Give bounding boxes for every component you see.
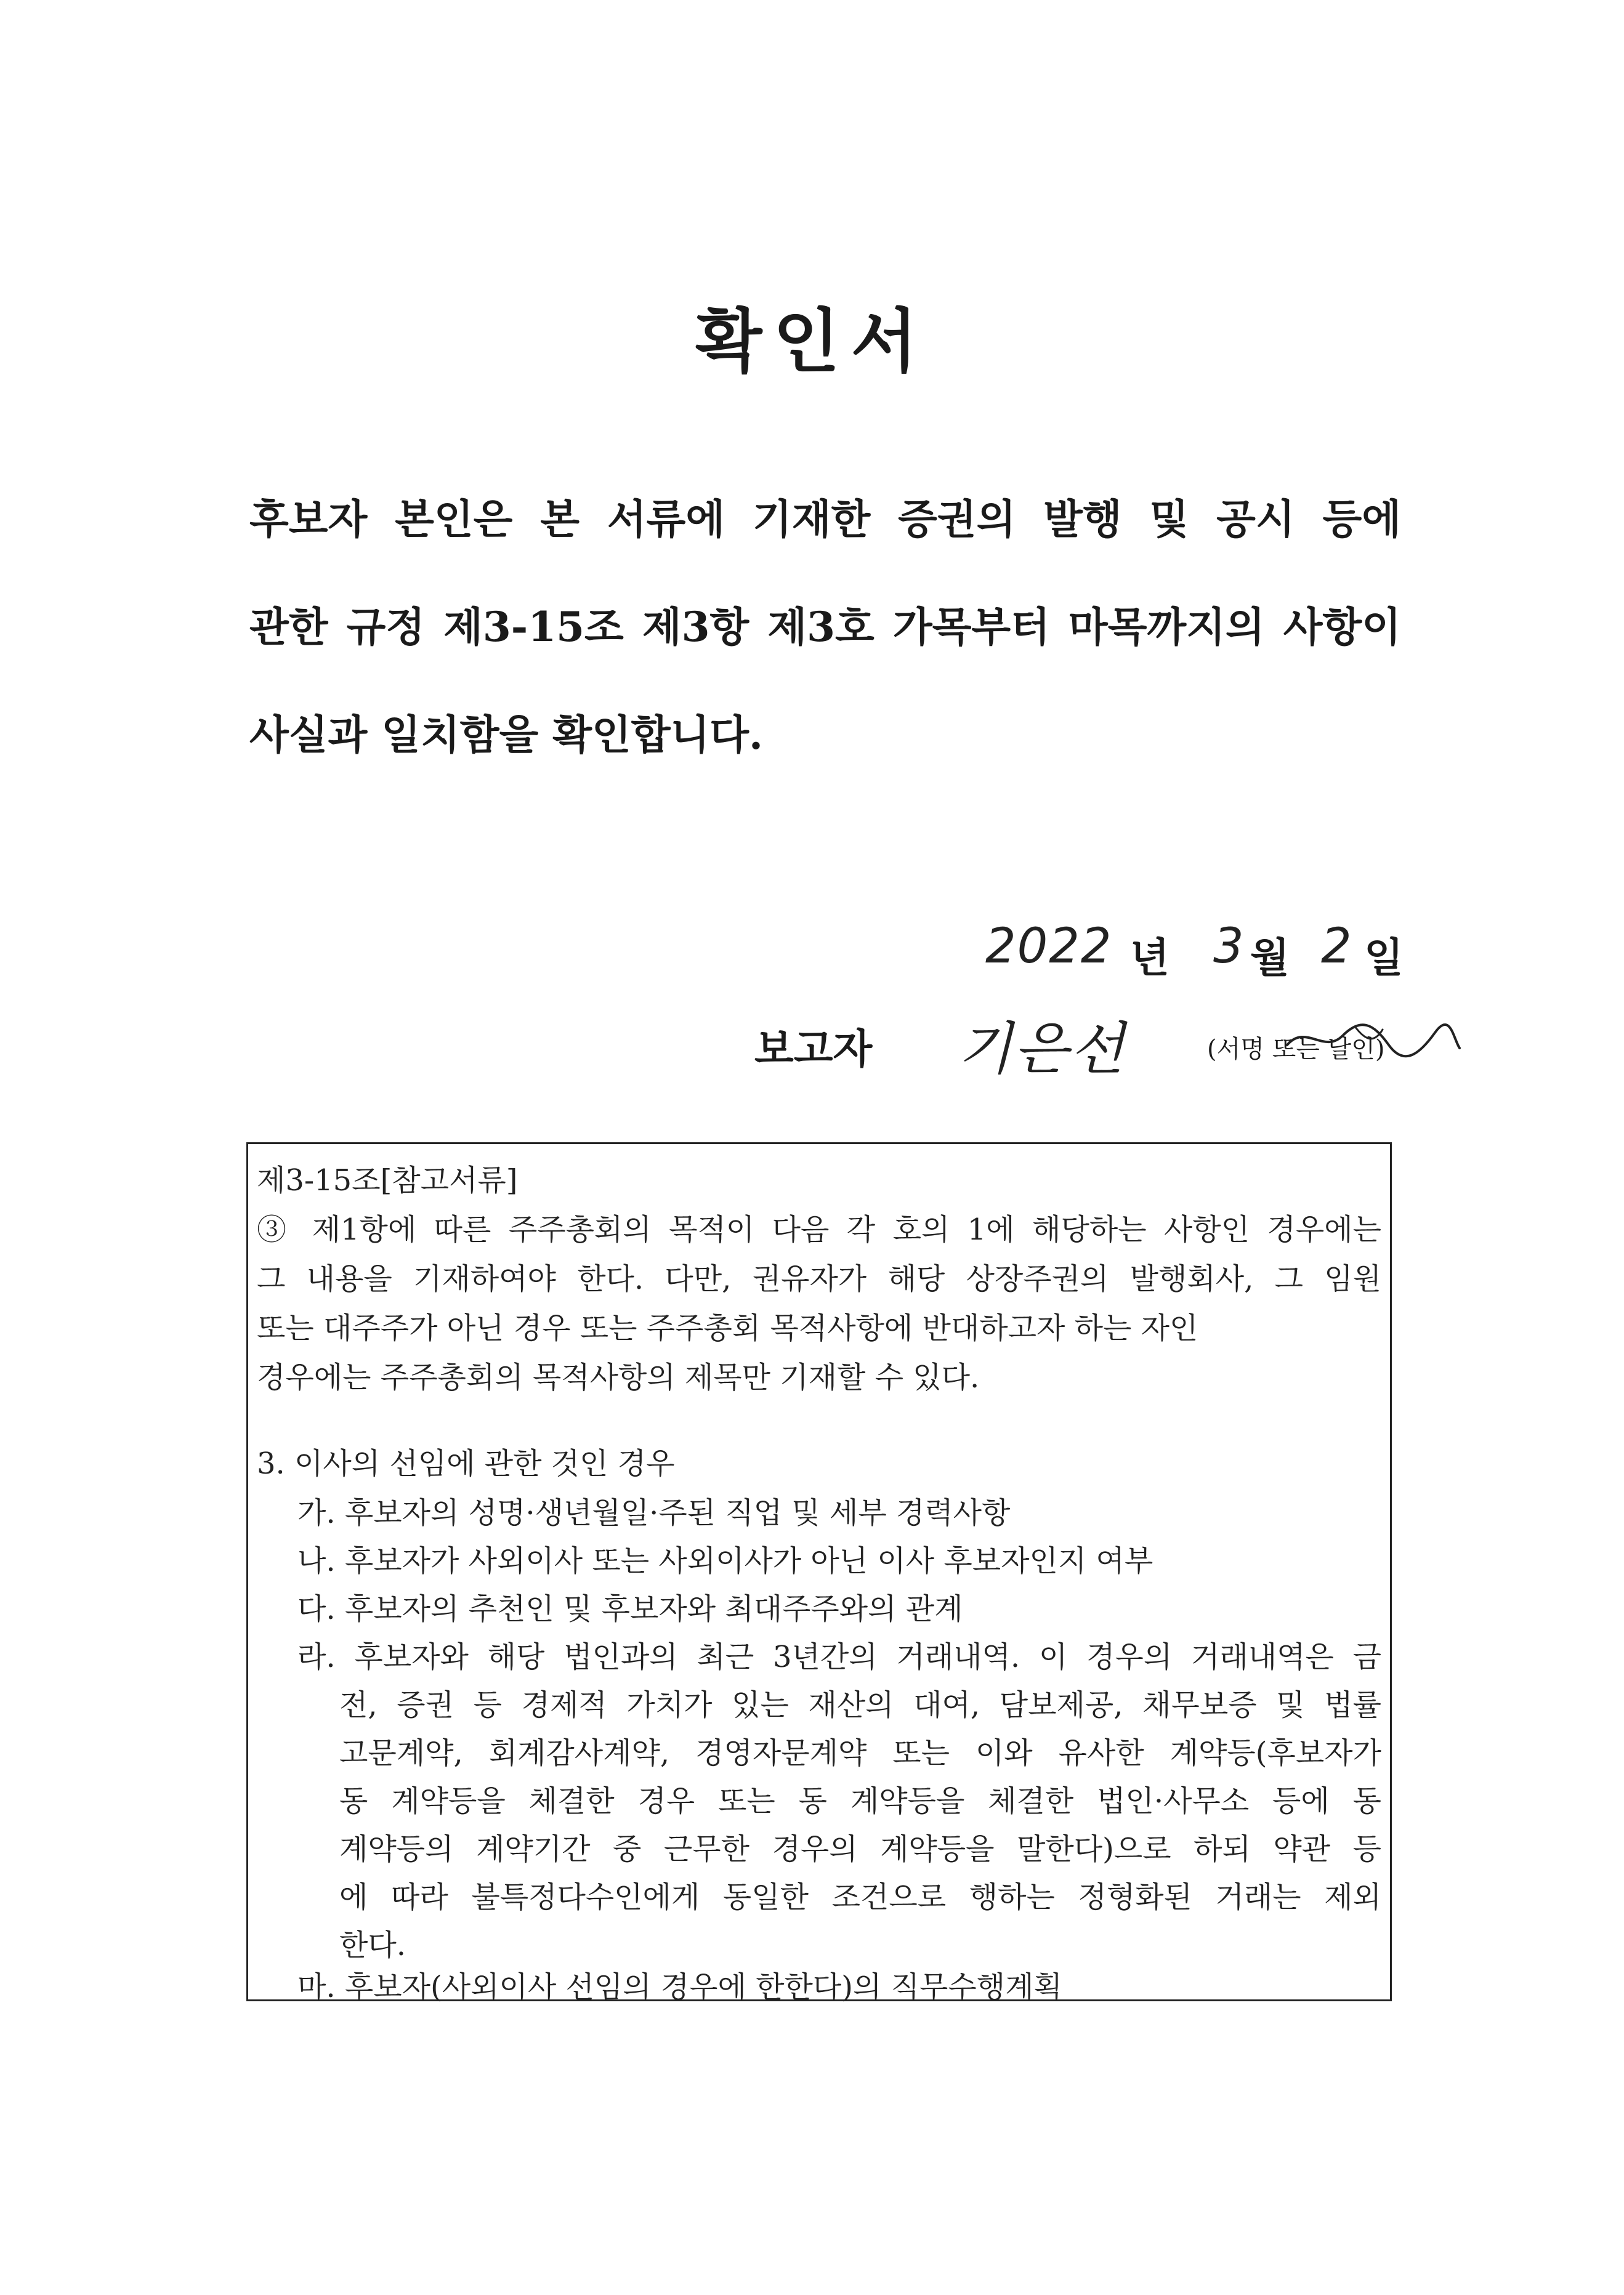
statement-line-1: 후보자 본인은 본 서류에 기재한 증권의 발행 및 공시 등에 bbox=[249, 495, 1401, 543]
reference-paragraph-line: ③ 제1항에 따른 주주총회의 목적이 다음 각 호의 1에 해당하는 사항인 경우에는 bbox=[257, 1212, 1381, 1247]
reference-item: 마. 후보자(사외이사 선임의 경우에 한한다)의 직무수행계획 bbox=[297, 1970, 1062, 2004]
date-month-unit: 월 bbox=[1250, 934, 1290, 982]
reference-item: 라. 후보자와 해당 법인과의 최근 3년간의 거래내역. 이 경우의 거래내역은 금 bbox=[297, 1640, 1381, 1674]
reference-paragraph-line: 경우에는 주주총회의 목적사항의 제목만 기재할 수 있다. bbox=[257, 1360, 980, 1395]
document-title: 확인서 bbox=[695, 301, 929, 382]
reference-item-continuation: 에 따라 불특정다수인에게 동일한 조건으로 행하는 정형화된 거래는 제외 bbox=[339, 1880, 1381, 1914]
reference-item: 가. 후보자의 성명·생년월일·주된 직업 및 세부 경력사항 bbox=[297, 1496, 1011, 1530]
reference-item-heading: 3. 이사의 선임에 관한 것인 경우 bbox=[257, 1446, 675, 1481]
handwritten-signature bbox=[1281, 1011, 1466, 1067]
date-year: 2022 bbox=[985, 919, 1113, 974]
statement-line-3: 사실과 일치함을 확인합니다. bbox=[249, 711, 764, 759]
reference-box bbox=[246, 1142, 1392, 2004]
reporter-name-signature: 기은선 bbox=[958, 1016, 1126, 1082]
reporter-label: 보고자 bbox=[754, 1025, 873, 1073]
date-line bbox=[961, 911, 1416, 985]
signature-note: (서명 또는 날인) bbox=[1207, 1035, 1385, 1063]
reference-item: 나. 후보자가 사외이사 또는 사외이사가 아닌 이사 후보자인지 여부 bbox=[297, 1544, 1153, 1578]
reference-item: 다. 후보자의 추천인 및 후보자와 최대주주와의 관계 bbox=[297, 1592, 963, 1626]
reference-item-continuation: 전, 증권 등 경제적 가치가 있는 재산의 대여, 담보제공, 채무보증 및 법률 bbox=[339, 1688, 1381, 1722]
reference-paragraph-line: 또는 대주주가 아닌 경우 또는 주주총회 목적사항에 반대하고자 하는 자인 bbox=[257, 1311, 1198, 1345]
date-year-unit: 년 bbox=[1130, 934, 1170, 982]
reference-item-continuation: 한다. bbox=[339, 1928, 406, 1962]
reference-item-continuation: 동 계약등을 체결한 경우 또는 동 계약등을 체결한 법인·사무소 등에 동 bbox=[339, 1784, 1381, 1818]
statement-line-2: 관한 규정 제3-15조 제3항 제3호 가목부터 마목까지의 사항이 bbox=[249, 603, 1401, 651]
reference-paragraph-line: 그 내용을 기재하여야 한다. 다만, 권유자가 해당 상장주권의 발행회사, 그 임원 bbox=[257, 1262, 1381, 1296]
date-month: 3 bbox=[1213, 919, 1245, 974]
date-day: 2 bbox=[1321, 919, 1353, 974]
date-day-unit: 일 bbox=[1364, 934, 1404, 982]
reference-item-continuation: 계약등의 계약기간 중 근무한 경우의 계약등을 말한다)으로 하되 약관 등 bbox=[339, 1832, 1381, 1866]
reference-item-continuation: 고문계약, 회계감사계약, 경영자문계약 또는 이와 유사한 계약등(후보자가 bbox=[339, 1736, 1381, 1770]
reference-heading: 제3-15조[참고서류] bbox=[257, 1163, 518, 1198]
